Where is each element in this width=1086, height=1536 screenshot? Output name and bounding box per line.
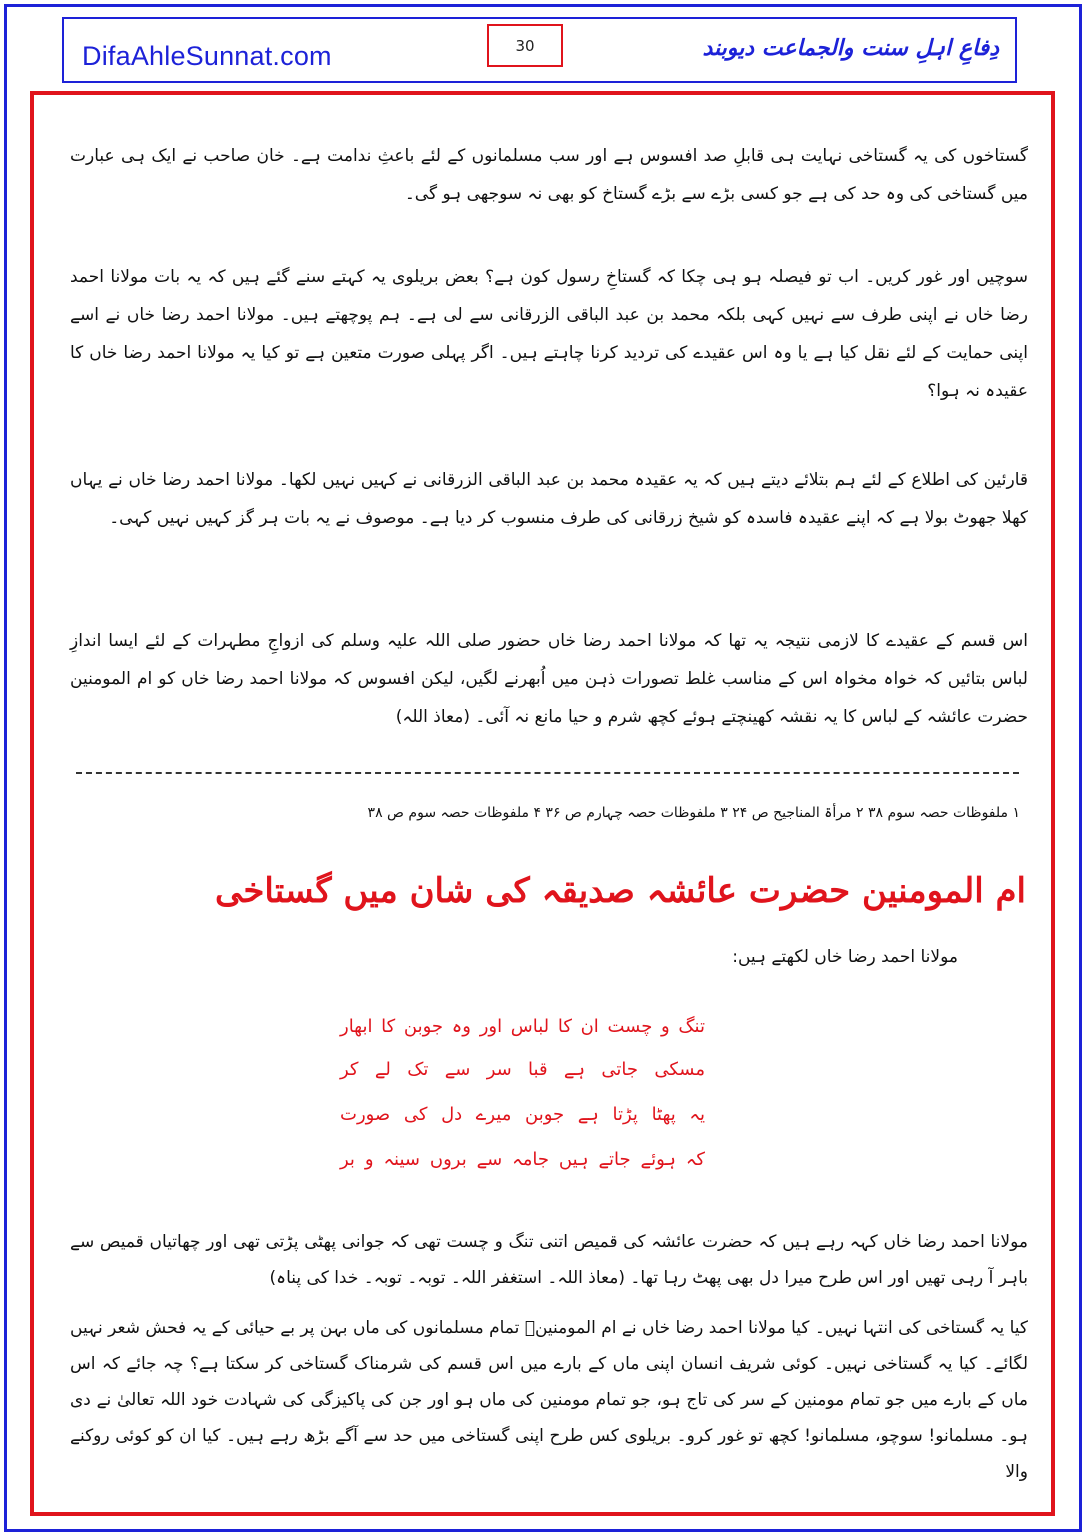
header-title: دِفاعِ اہلِ سنت والجماعت دیوبند <box>702 35 999 61</box>
paragraph-3: قارئین کی اطلاع کے لئے ہم بتلائے دیتے ہیں کہ یہ عقیدہ محمد بن عبد الباقی الزرقانی نے کہیں نہیں لکھا۔ مولانا احمد رضا خاں نے یہاں کھلا جھوٹ بولا ہے کہ اپنے عقیدہ فاسدہ کو شیخ زرقانی کی طرف منسوب کر دیا ہے۔ موصوف نے یہ بات ہر گز کہیں نہیں کہی۔ <box>70 470 1028 528</box>
paragraph-4: اس قسم کے عقیدے کا لازمی نتیجہ یہ تھا کہ مولانا احمد رضا خاں حضور صلی اللہ علیہ وسلم کی ازواجِ مطہرات کے لئے ایسا اندازِ لباس بتائیں کہ خواہ مخواہ اس کے مناسب غلط تصورات ذہن میں اُبھرنے لگیں، لیکن افسوس کہ مولانا احمد رضا خاں کو ام المومنین حضرت عائشہ کے لباس کا یہ نقشہ کھینچتے ہوئے کچھ شرم و حیا مانع نہ آئی۔ (معاذ اللہ) <box>70 631 1028 727</box>
verse-line-3: یہ پھٹا پڑتا ہے جوبن میرے دل کی صورت <box>340 1104 705 1125</box>
verse-line-2: مسکی جاتی ہے قبا سر سے تک لے کر <box>340 1059 705 1080</box>
closing-paragraph-1: مولانا احمد رضا خاں کہہ رہے ہیں کہ حضرت عائشہ کی قمیص اتنی تنگ و چست تھی کہ جوانی پھٹی پڑتی تھی اور چھاتیاں قمیص سے باہر آ رہی تھیں اور اس طرح میرا دل بھی پھٹ رہا تھا۔ (معاذ اللہ۔ استغفر اللہ۔ توبہ۔ توبہ۔ خدا کی پناہ) <box>70 1232 1028 1288</box>
footnotes: ۱ ملفوظات حصہ سوم ۳۸ ۲ مرأۃ المناجیح ص ۲۴ ۳ ملفوظات حصہ چہارم ص ۳۶ ۴ ملفوظات حصہ سوم ص ۳۸ <box>367 805 1020 821</box>
section-heading: ام المومنین حضرت عائشہ صدیقہ کی شان میں گستاخی <box>215 871 1026 911</box>
verse-line-4: کہ ہوئے جاتے ہیں جامہ سے بروں سینہ و بر <box>340 1149 705 1170</box>
closing-paragraph-2: کیا یہ گستاخی کی انتہا نہیں۔ کیا مولانا احمد رضا خاں نے ام المومنینؓ تمام مسلمانوں کی ماں بہن پر بے حیائی کے یہ فحش شعر نہیں لگائے۔ کیا یہ گستاخی نہیں۔ کوئی شریف انسان اپنی ماں کے بارے میں اس قسم کی شرمناک گستاخی کر سکتا ہے؟ چہ جائے کہ اس ماں کے بارے میں جو تمام مومنین کے سر کی تاج ہو، جو تمام مومنین کی ماں ہو اور جن کی پاکیزگی کی شہادت خود اللہ تعالیٰ نے دی ہو۔ مسلمانو! سوچو، مسلمانو! کچھ تو غور کرو۔ بریلوی کس طرح اپنی گستاخی میں حد سے آگے بڑھ رہے ہیں۔ کیا ان کو کوئی روکنے والا <box>70 1318 1028 1482</box>
footnote-divider <box>76 772 1019 774</box>
paragraph-1: گستاخوں کی یہ گستاخی نہایت ہی قابلِ صد افسوس ہے اور سب مسلمانوں کے لئے باعثِ ندامت ہے۔ خان صاحب نے ایک ہی عبارت میں گستاخی کی وہ حد کی ہے جو کسی بڑے سے بڑے گستاخ کو بھی نہ سوجھی ہو گی۔ <box>70 146 1028 204</box>
site-name: DifaAhleSunnat.com <box>82 41 332 71</box>
verse-line-1: تنگ و چست ان کا لباس اور وہ جوبن کا ابھار <box>340 1016 705 1037</box>
author-line: مولانا احمد رضا خاں لکھتے ہیں: <box>732 947 958 967</box>
page-number: 30 <box>487 24 563 67</box>
paragraph-2: سوچیں اور غور کریں۔ اب تو فیصلہ ہو ہی چکا کہ گستاخِ رسول کون ہے؟ بعض بریلوی یہ کہتے سنے گئے ہیں کہ یہ بات مولانا احمد رضا خاں نے اپنی طرف سے نہیں کہی بلکہ محمد بن عبد الباقی الزرقانی سے لی ہے۔ ہم پوچھتے ہیں۔ مولانا احمد رضا خاں نے اسے اپنی حمایت کے لئے نقل کیا ہے یا وہ اس عقیدے کی تردید کرنا چاہتے ہیں۔ اگر پہلی صورت متعین ہے تو کیا یہ مولانا احمد رضا خاں کا عقیدہ نہ ہوا؟ <box>70 267 1028 401</box>
page-header <box>62 17 1017 83</box>
